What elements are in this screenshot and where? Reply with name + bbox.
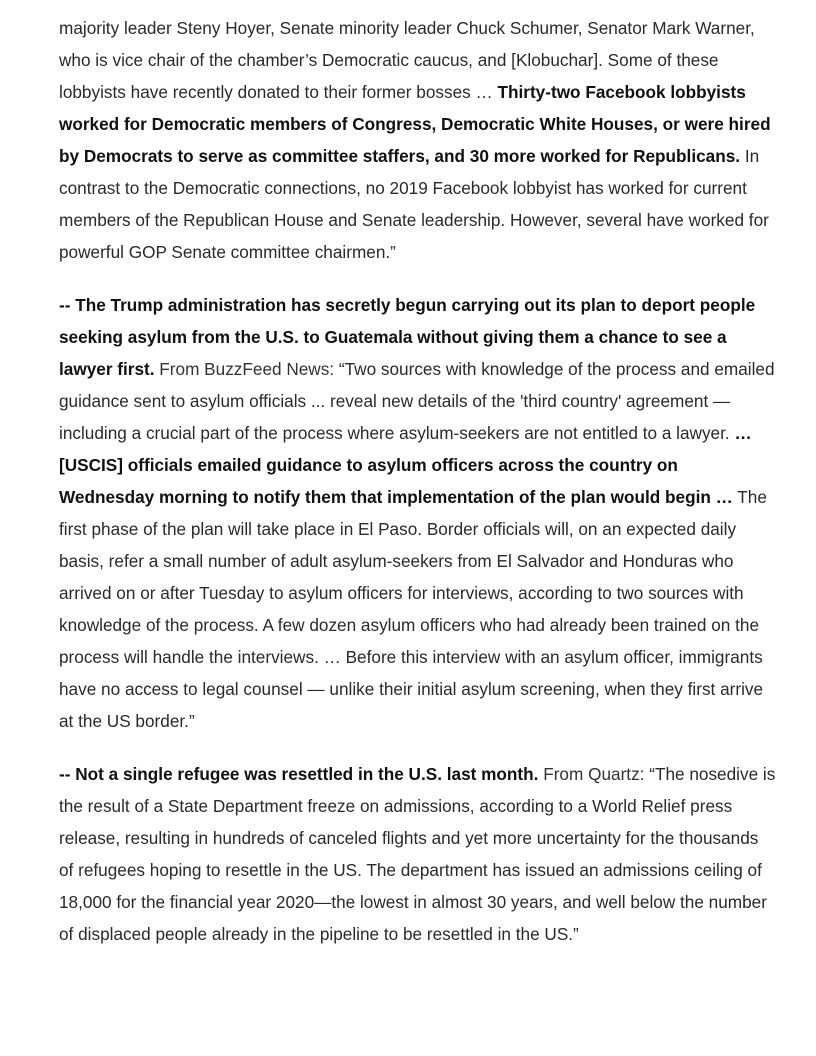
bold-highlight: Thirty-two Facebook lobbyists worked for Democratic members of Congress, Democratic White Houses, or were hired by Democrats to serve as committee staffers, and 30 more worked for Republicans. — [59, 82, 771, 166]
text-segment: In contrast to the Democratic connections, no 2019 Facebook lobbyist has worked for current members of the Republican House and Senate leadership. However, several have worked for powerful GOP Senate committee chairmen.” — [59, 146, 769, 262]
text-segment: : “Two sources with knowledge of the process and emailed guidance sent to asylum officials ... reveal new details of the 'third country' agreement — including a crucial part of the process where asylum-seekers are not entitled to a lawyer. — [59, 359, 775, 443]
paragraph-refugee-resettlement — [59, 758, 776, 950]
bold-headline: -- The Trump administration has secretly begun carrying out its plan to deport people seeking asylum from the U.S. to Guatemala without giving them a chance to see a lawyer first. — [59, 295, 756, 379]
source-buzzfeed-news: From BuzzFeed News — [154, 359, 330, 379]
text-segment: majority leader Steny Hoyer, Senate minority leader Chuck Schumer, Senator Mark Warner, who is vice chair of the chamber’s Democratic caucus, and [Klobuchar]. Some of these lobbyists have recently donated to their former bosses … — [59, 18, 755, 102]
text-segment: : “The nosedive is the result of a State Department freeze on admissions, according to a World Relief press release, resulting in hundreds of canceled flights and yet more uncertainty for the thousands of refugees hoping to resettle in the US. The department has issued an admissions ceiling of 18,000 for the financial year 2020—the lowest in almost 30 years, and well below the number of displaced people already in the pipeline to be resettled in the US.” — [59, 764, 776, 944]
text-segment: The first phase of the plan will take place in El Paso. Border officials will, on an expected daily basis, refer a small number of adult asylum-seekers from El Salvador and Honduras who arrived on or after Tuesday to asylum officers for interviews, according to two sources with knowledge of the process. A few dozen asylum officers who had already been trained on the process will handle the interviews. … Before this interview with an asylum officer, immigrants have no access to legal counsel — unlike their initial asylum screening, when they first arrive at the US border.” — [59, 487, 767, 731]
bold-highlight: … [USCIS] officials emailed guidance to asylum officers across the country on Wednesday morning to notify them that implementation of the plan would begin … — [59, 423, 752, 507]
paragraph-facebook-lobbyists — [59, 12, 776, 268]
source-quartz: From Quartz — [538, 764, 640, 784]
paragraph-asylum-guatemala — [59, 289, 776, 737]
bold-headline: -- Not a single refugee was resettled in the U.S. last month. — [59, 764, 539, 784]
